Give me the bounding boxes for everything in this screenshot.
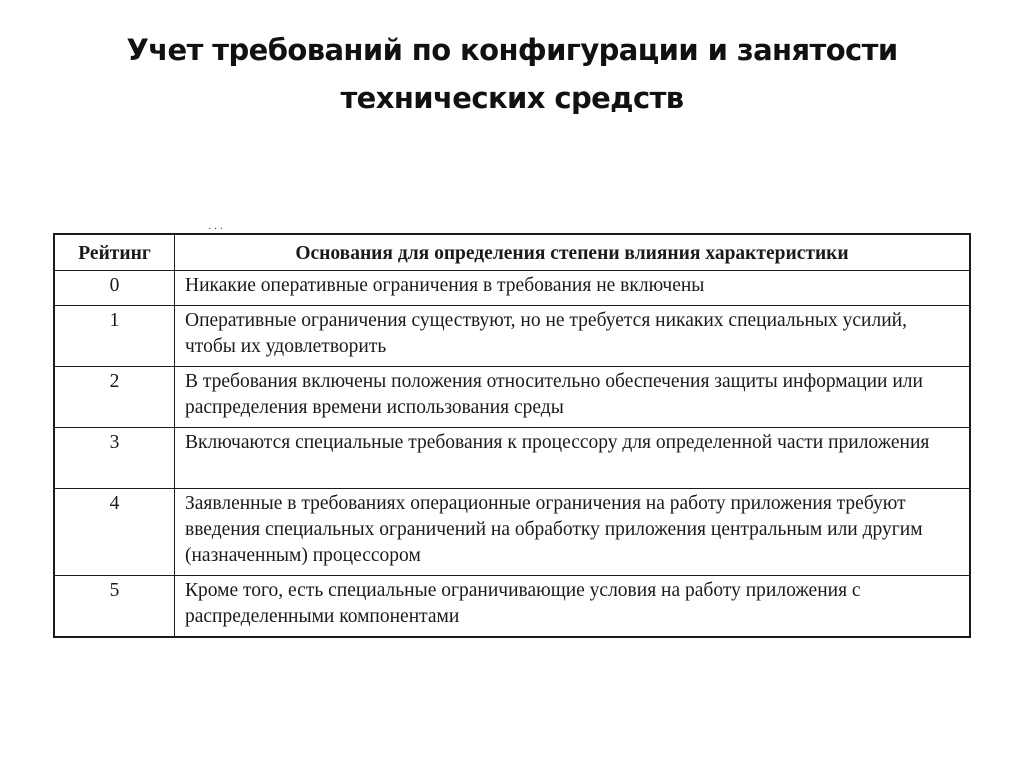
rating-table [53,233,971,638]
table-header-row [54,234,970,271]
table-row [54,367,970,428]
basis-cell: Заявленные в требованиях операционные ограничения на работу приложения требуют введения специальных ограничений на обработку приложения центральным или другим (назначенным) процессором [175,489,971,576]
table-row [54,576,970,638]
table-row [54,271,970,306]
rating-cell: 4 [54,489,175,576]
basis-cell: Никакие оперативные ограничения в требования не включены [175,271,971,306]
header-basis: Основания для определения степени влияния характеристики [175,234,971,271]
rating-cell: 3 [54,428,175,489]
rating-cell: 0 [54,271,175,306]
table-row [54,489,970,576]
slide-title [0,26,1024,122]
table-row [54,306,970,367]
basis-cell: В требования включены положения относительно обеспечения защиты информации или распределения времени использования среды [175,367,971,428]
rating-cell: 1 [54,306,175,367]
header-rating: Рейтинг [54,234,175,271]
basis-cell: Кроме того, есть специальные ограничивающие условия на работу приложения с распределенными компонентами [175,576,971,638]
basis-cell: Оперативные ограничения существуют, но не требуется никаких специальных усилий, чтобы их удовлетворить [175,306,971,367]
scan-artifact: · · · [208,224,223,235]
table-row [54,428,970,489]
rating-cell: 2 [54,367,175,428]
title-line-2: технических средств [340,81,684,115]
title-line-1: Учет требований по конфигурации и занятости [126,33,898,67]
rating-cell: 5 [54,576,175,638]
basis-cell: Включаются специальные требования к процессору для определенной части приложения [175,428,971,489]
